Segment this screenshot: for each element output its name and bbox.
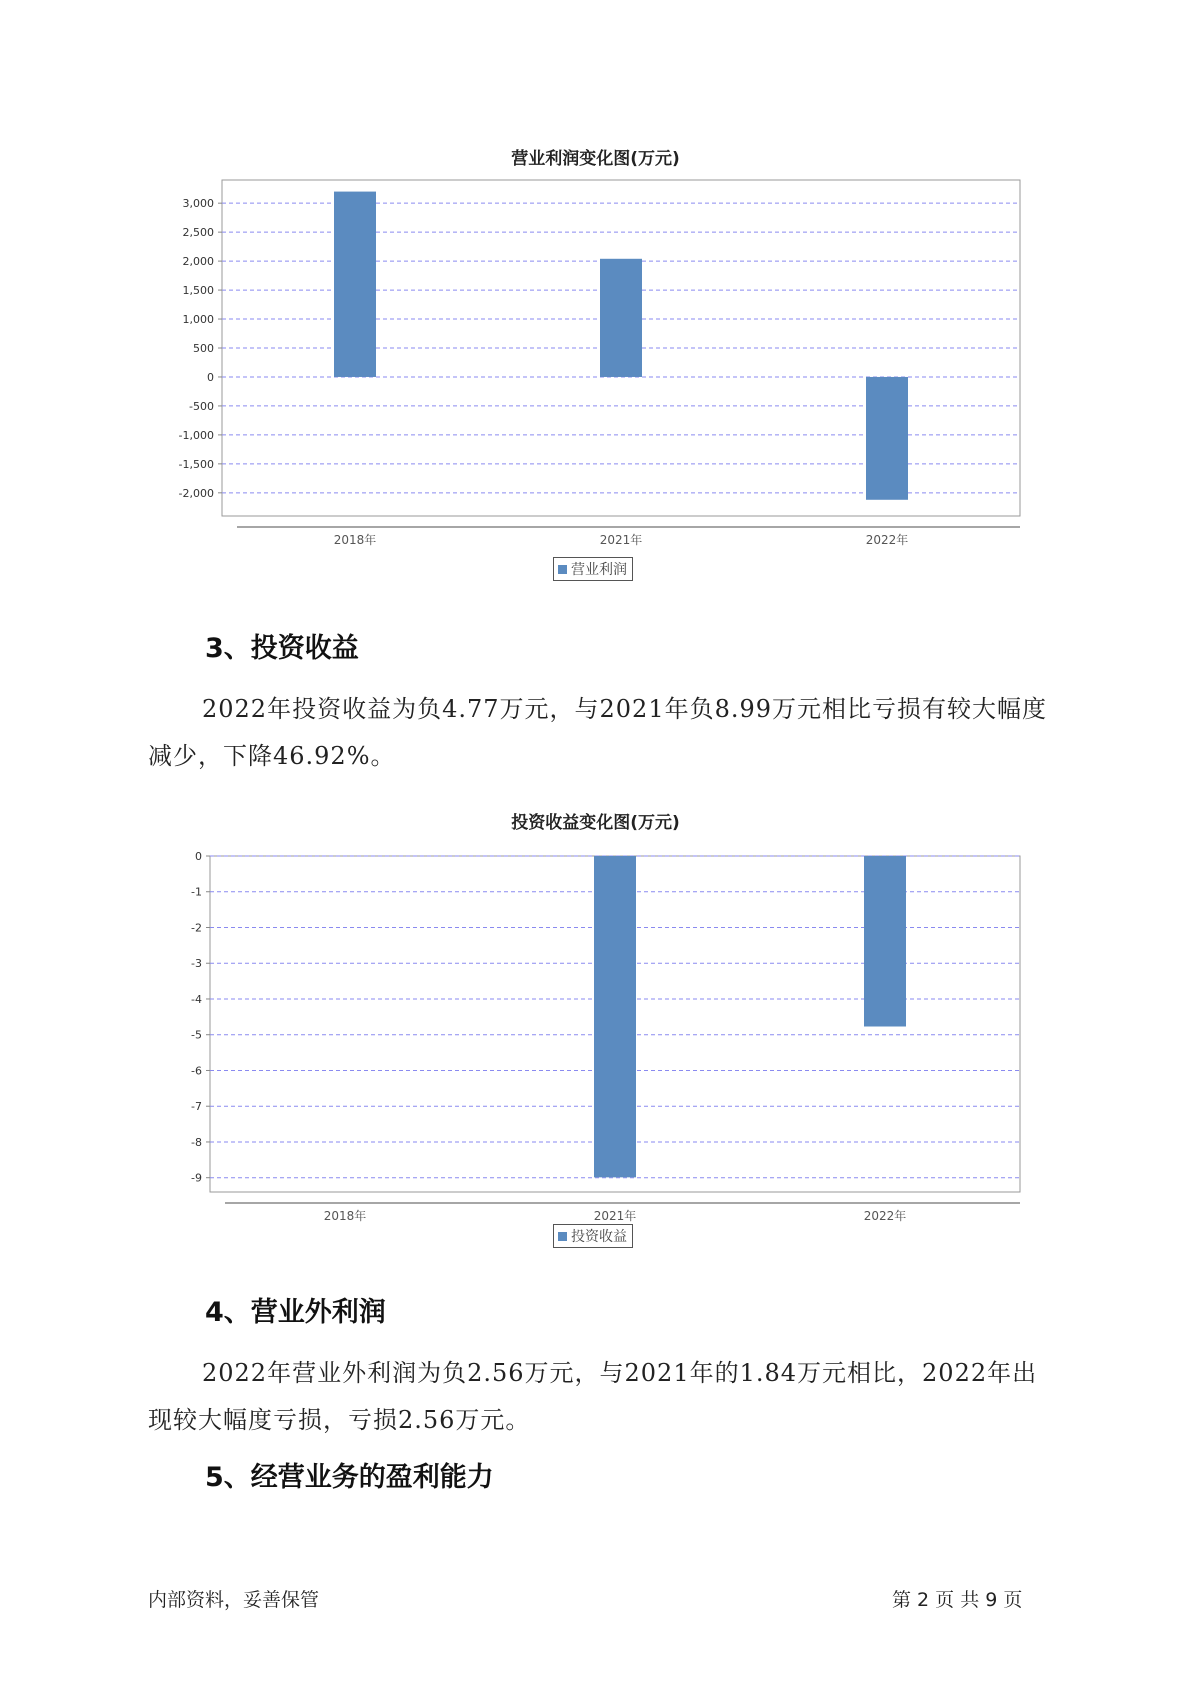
y-tick-label: 2,500 <box>182 226 214 240</box>
x-tick-label: 2022年 <box>863 1209 907 1223</box>
investment-income-chart <box>0 840 1191 1223</box>
chart1-title: 营业利润变化图(万元) <box>511 149 680 169</box>
legend-swatch-icon <box>558 565 567 574</box>
section-3-text: 2022年投资收益为负4.77万元，与2021年负8.99万元相比亏损有较大幅度减少，下降46.92%。 <box>148 695 1048 770</box>
legend-swatch-icon <box>558 1232 567 1241</box>
chart2-legend-label: 投资收益 <box>571 1229 627 1245</box>
section-4-heading: 4、营业外利润 <box>205 1297 386 1328</box>
y-tick-label: -3 <box>191 957 202 971</box>
y-tick-label: -1 <box>191 885 202 899</box>
x-tick-label: 2021年 <box>599 533 643 547</box>
footer-confidential: 内部资料，妥善保管 <box>148 1589 320 1611</box>
y-tick-label: -8 <box>191 1135 202 1149</box>
y-tick-label: 1,500 <box>182 284 214 298</box>
x-tick-label: 2021年 <box>593 1209 637 1223</box>
chart2-legend <box>553 1224 633 1248</box>
x-tick-label: 2018年 <box>323 1209 367 1223</box>
section-3-heading: 3、投资收益 <box>205 633 359 664</box>
y-tick-label: -1,000 <box>178 428 214 442</box>
x-tick-label: 2022年 <box>865 533 909 547</box>
chart2-title: 投资收益变化图(万元) <box>511 813 680 833</box>
y-tick-label: -6 <box>191 1064 202 1078</box>
y-tick-label: -4 <box>191 992 202 1006</box>
y-tick-label: -7 <box>191 1100 202 1114</box>
y-tick-label: 0 <box>207 370 214 384</box>
y-tick-label: -2 <box>191 921 202 935</box>
section-5-heading: 5、经营业务的盈利能力 <box>205 1462 494 1493</box>
bar-2022年 <box>866 377 908 500</box>
bar-2021年 <box>594 856 636 1177</box>
y-tick-label: 3,000 <box>182 197 214 211</box>
bar-2022年 <box>864 856 906 1027</box>
chart1-legend-label: 营业利润 <box>571 562 627 578</box>
y-tick-label: -2,000 <box>178 486 214 500</box>
x-tick-label: 2018年 <box>333 533 377 547</box>
y-tick-label: 500 <box>193 342 214 355</box>
footer-page-number: 第 2 页 共 9 页 <box>892 1589 1023 1611</box>
y-tick-label: 1,000 <box>182 313 214 327</box>
y-tick-label: -1,500 <box>178 457 214 471</box>
y-tick-label: 0 <box>195 850 202 863</box>
section-4-text: 2022年营业外利润为负2.56万元，与2021年的1.84万元相比，2022年出现较大幅度亏损，亏损2.56万元。 <box>148 1359 1038 1434</box>
chart1-legend <box>553 557 633 581</box>
bar-2021年 <box>600 259 642 377</box>
y-tick-label: -500 <box>189 399 214 413</box>
bar-2018年 <box>334 192 376 377</box>
y-tick-label: -9 <box>191 1171 202 1185</box>
operating-profit-chart <box>0 180 1191 547</box>
y-tick-label: -5 <box>191 1028 202 1042</box>
y-tick-label: 2,000 <box>182 255 214 269</box>
